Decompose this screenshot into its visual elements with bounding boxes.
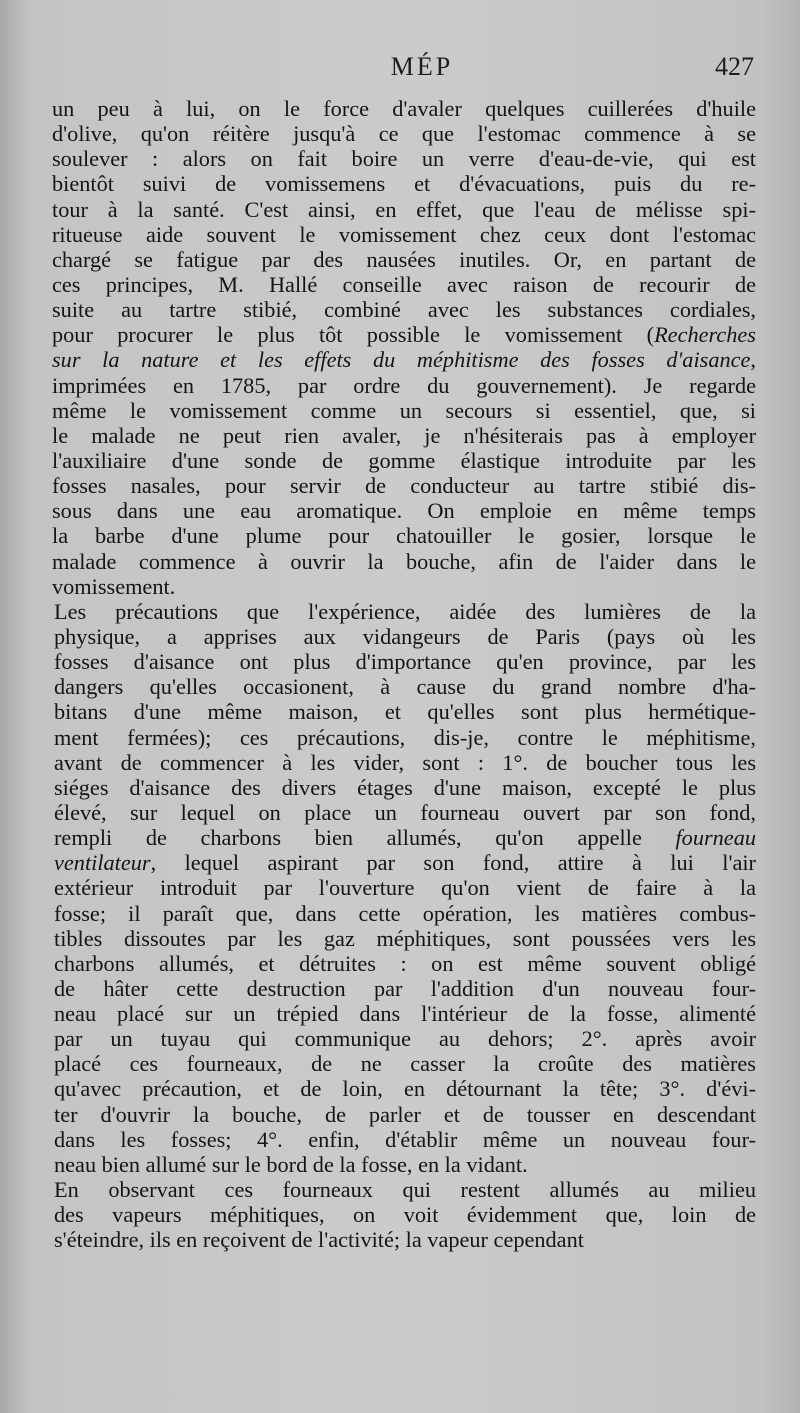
text-line: avant de commencer à les vider, sont : 1°. de boucher tous les: [54, 749, 756, 775]
text-line: imprimées en 1785, par ordre du gouvernement). Je regarde: [52, 372, 756, 398]
text-line: tour à la santé. C'est ainsi, en effet, que l'eau de mélisse spi-: [52, 196, 756, 222]
text-line: extérieur introduit par l'ouverture qu'on vient de faire à la: [54, 875, 756, 901]
text-line: placé ces fourneaux, de ne casser la croûte des matières: [54, 1051, 756, 1077]
text-line: même le vomissement comme un secours si essentiel, que, si: [52, 397, 756, 423]
running-head: MÉP: [390, 52, 454, 81]
text-line: des vapeurs méphitiques, on voit évidemment que, loin de: [54, 1202, 756, 1228]
paragraph: [52, 96, 756, 599]
text-line: siéges d'aisance des divers étages d'une maison, excepté le plus: [54, 774, 756, 800]
body-text: [52, 96, 756, 1252]
text-line: dangers qu'elles occasionent, à cause du grand nombre d'ha-: [54, 674, 756, 700]
text-line: chargé se fatigue par des nausées inutiles. Or, en partant de: [52, 246, 756, 272]
text-line: suite au tartre stibié, combiné avec les substances cordiales,: [52, 297, 756, 323]
text-line: par un tuyau qui communique au dehors; 2°. après avoir: [54, 1026, 756, 1052]
text-line: rempli de charbons bien allumés, qu'on appelle fourneau: [54, 825, 756, 851]
paragraph: [52, 1177, 756, 1252]
text-line: sur la nature et les effets du méphitisme des fosses d'aisance,: [52, 347, 756, 373]
text-line: En observant ces fourneaux qui restent allumés au milieu: [54, 1177, 756, 1203]
text-line: la barbe d'une plume pour chatouiller le gosier, lorsque le: [52, 523, 756, 549]
text-line: qu'avec précaution, et de loin, en détournant la tête; 3°. d'évi-: [54, 1076, 756, 1102]
text-line: ment fermées); ces précautions, dis-je, contre le méphitisme,: [54, 724, 756, 750]
text-line: de hâter cette destruction par l'addition d'un nouveau four-: [54, 975, 756, 1001]
text-line: élevé, sur lequel on place un fourneau ouvert par son fond,: [54, 799, 756, 825]
text-line: soulever : alors on fait boire un verre d'eau-de-vie, qui est: [52, 146, 756, 172]
text-line: bientôt suivi de vomissemens et d'évacuations, puis du re-: [52, 171, 756, 197]
text-line: tibles dissoutes par les gaz méphitiques, sont poussées vers les: [54, 925, 756, 951]
text-line: ces principes, M. Hallé conseille avec raison de recourir de: [52, 271, 756, 297]
text-line: ventilateur, lequel aspirant par son fond, attire à lui l'air: [54, 850, 756, 876]
page-number: 427: [715, 52, 754, 81]
text-line: sous dans une eau aromatique. On emploie en même temps: [52, 498, 756, 524]
text-line: l'auxiliaire d'une sonde de gomme élastique introduite par les: [52, 447, 756, 473]
text-line: le malade ne peut rien avaler, je n'hésiterais pas à employer: [52, 422, 756, 448]
text-line: physique, a apprises aux vidangeurs de Paris (pays où les: [54, 623, 756, 649]
page-header: [52, 52, 756, 96]
text-line: Les précautions que l'expérience, aidée des lumières de la: [54, 598, 756, 624]
text-line: bitans d'une même maison, et qu'elles sont plus hermétique-: [54, 699, 756, 725]
text-line: neau placé sur un trépied dans l'intérieur de la fosse, alimenté: [54, 1001, 756, 1027]
paragraph: [52, 599, 756, 1177]
text-line: charbons allumés, et détruites : on est même souvent obligé: [54, 950, 756, 976]
text-line: s'éteindre, ils en reçoivent de l'activité; la vapeur cependant: [54, 1227, 584, 1253]
text-line: un peu à lui, on le force d'avaler quelques cuillerées d'huile: [52, 96, 756, 121]
text-line: neau bien allumé sur le bord de la fosse, en la vidant.: [54, 1151, 528, 1177]
text-line: fosses d'aisance ont plus d'importance qu'en province, par les: [54, 649, 756, 675]
text-line: malade commence à ouvrir la bouche, afin de l'aider dans le: [52, 548, 756, 574]
text-line: vomissement.: [52, 573, 176, 599]
text-line: ter d'ouvrir la bouche, de parler et de tousser en descendant: [54, 1101, 756, 1127]
text-line: dans les fosses; 4°. enfin, d'établir même un nouveau four-: [54, 1126, 756, 1152]
text-line: fosses nasales, pour servir de conducteur au tartre stibié dis-: [52, 473, 756, 499]
text-line: ritueuse aide souvent le vomissement chez ceux dont l'estomac: [52, 221, 756, 247]
text-line: fosse; il paraît que, dans cette opération, les matières combus-: [54, 900, 756, 926]
text-line: d'olive, qu'on réitère jusqu'à ce que l'estomac commence à se: [52, 121, 756, 147]
text-line: pour procurer le plus tôt possible le vomissement (Recherches: [52, 322, 756, 348]
